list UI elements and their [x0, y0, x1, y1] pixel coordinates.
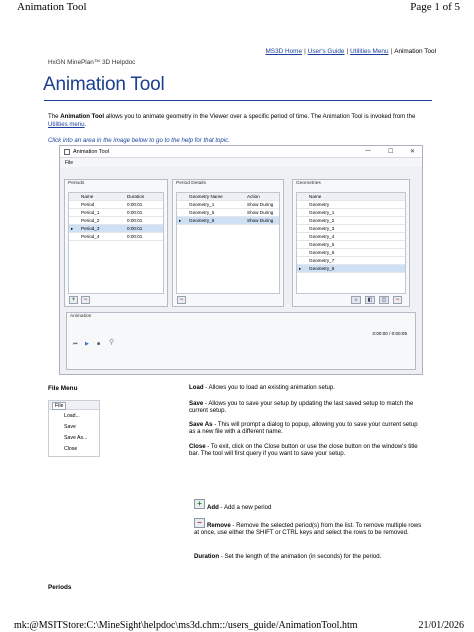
animation-header: Animation	[70, 314, 92, 319]
geometry-name: Geometry_5	[189, 210, 215, 215]
period-duration[interactable]: 0:00:01	[127, 226, 143, 231]
helpdoc-label: HxGN MinePlan™ 3D Helpdoc	[48, 59, 136, 66]
list-item[interactable]	[297, 241, 405, 249]
print-header	[0, 0, 474, 14]
menu-item-close[interactable]: Close	[64, 446, 78, 452]
play-button[interactable]: ▶	[85, 341, 89, 347]
remove-text: - Remove the selected period(s) from the list. To remove multiple rows at once, use either the SHIFT or CTRL keys and select the rows to be removed.	[194, 522, 422, 537]
geometry-item: Geometry_6	[309, 250, 335, 255]
geometry-action[interactable]: Show During	[247, 210, 274, 215]
column-header-name: Name	[81, 194, 94, 199]
periods-grid-header	[69, 193, 163, 201]
close-button[interactable]: ✕	[410, 149, 416, 155]
menu-item-save-as[interactable]: Save As...	[64, 435, 88, 441]
load-description	[189, 384, 421, 391]
file-menu-screenshot	[48, 400, 100, 457]
duration-term: Duration	[194, 553, 220, 560]
table-row-selected[interactable]	[177, 217, 279, 225]
geometry-action[interactable]: Show During	[247, 202, 274, 207]
intro-text: .	[84, 120, 87, 128]
periods-panel-header: Periods	[68, 181, 85, 186]
animation-panel	[66, 312, 416, 370]
geometry-item: Geometry_8	[309, 266, 335, 271]
duration-text: - Set the length of the animation (in seconds) for the period.	[219, 553, 382, 560]
maximize-button[interactable]: ☐	[388, 149, 394, 155]
table-row[interactable]	[69, 201, 163, 209]
window-menubar	[60, 158, 422, 167]
load-term: Load	[189, 384, 204, 391]
period-details-header: Period Details	[176, 181, 206, 186]
period-duration[interactable]: 0:00:01	[127, 210, 143, 215]
list-item[interactable]	[297, 225, 405, 233]
print-footer	[0, 618, 474, 632]
geometry-name: Geometry_8	[189, 218, 215, 223]
column-header-name: Name	[309, 194, 322, 199]
window-titlebar	[60, 146, 422, 158]
filter-geometry-button[interactable]: ⌕	[351, 296, 361, 304]
file-menu-item[interactable]: File	[65, 160, 74, 166]
close-description	[189, 443, 421, 458]
add-term: Add	[207, 504, 219, 511]
file-menu-tab	[49, 401, 99, 410]
file-menu-heading: File Menu	[48, 385, 78, 392]
period-name: Period_1	[81, 210, 100, 215]
save-as-text: - This will prompt a dialog to popup, allowing you to save your current setup as a new file with a different name.	[189, 421, 418, 436]
load-text: - Allows you to load an existing animation setup.	[203, 384, 335, 391]
table-row[interactable]	[69, 217, 163, 225]
geometries-header: Geometries	[296, 181, 321, 186]
geometry-item: Geometry_3	[309, 226, 335, 231]
list-item[interactable]	[297, 257, 405, 265]
file-tab-label[interactable]: File	[52, 402, 66, 410]
geometries-grid-header	[297, 193, 405, 201]
period-name: Period_4	[81, 234, 100, 239]
table-row[interactable]	[69, 209, 163, 217]
geometry-name: Geometry_1	[189, 202, 215, 207]
menu-item-load[interactable]: Load...	[64, 413, 80, 419]
periods-panel	[64, 179, 168, 307]
table-row[interactable]	[177, 201, 279, 209]
period-details-grid[interactable]	[176, 192, 280, 294]
remove-icon: −	[194, 518, 205, 528]
periods-grid[interactable]	[68, 192, 164, 294]
breadcrumb-separator: |	[304, 48, 306, 55]
list-item-selected[interactable]	[297, 265, 405, 273]
pick-geometry-button[interactable]: ◧	[365, 296, 375, 304]
timeline-slider-handle[interactable]: ⚲	[109, 339, 115, 346]
breadcrumb-current: Animation Tool	[394, 48, 436, 55]
list-item[interactable]	[297, 201, 405, 209]
close-term: Close	[189, 443, 206, 450]
geometries-grid[interactable]	[296, 192, 406, 294]
periods-heading: Periods	[48, 584, 72, 591]
click-note: Click into an area in the image below to go to the help for that topic.	[48, 137, 230, 144]
list-item[interactable]	[297, 217, 405, 225]
row-pointer-icon: ▸	[299, 266, 302, 271]
row-pointer-icon: ▸	[179, 218, 182, 223]
breadcrumb-ms3d-home[interactable]: MS3D Home	[265, 48, 303, 55]
column-header-action: Action	[247, 194, 260, 199]
geometry-item: Geometry_4	[309, 234, 335, 239]
list-item[interactable]	[297, 209, 405, 217]
save-as-term: Save As	[189, 421, 213, 428]
menu-item-save[interactable]: Save	[64, 424, 76, 430]
page-title: Animation Tool	[43, 74, 165, 95]
select-geometry-button[interactable]: ◫	[379, 296, 389, 304]
period-name: Period_3	[81, 226, 100, 231]
intro-paragraph	[48, 113, 434, 128]
remove-geometry-button[interactable]: −	[177, 296, 186, 304]
list-item[interactable]	[297, 233, 405, 241]
add-period-button[interactable]: +	[69, 296, 78, 304]
intro-bold: Animation Tool	[60, 113, 105, 120]
period-duration[interactable]: 0:00:01	[127, 234, 143, 239]
geometry-item: Geometry_7	[309, 258, 335, 263]
add-icon: +	[194, 499, 205, 509]
print-footer-url: mk:@MSITStore:C:\MineSight\helpdoc\ms3d.chm::/users_guide/AnimationTool.htm	[14, 620, 358, 631]
intro-text: The	[48, 113, 61, 120]
period-duration[interactable]: 0:00:01	[127, 202, 143, 207]
breadcrumb-users-guide[interactable]: User's Guide	[307, 48, 345, 55]
row-pointer-icon: ▸	[71, 226, 74, 231]
breadcrumb-utilities-menu[interactable]: Utilities Menu	[350, 48, 389, 55]
save-text: - Allows you to save your setup by updating the last saved setup to match the current setup.	[189, 400, 414, 415]
table-row[interactable]	[69, 233, 163, 241]
minimize-button[interactable]: —	[365, 148, 371, 154]
geometry-item: Geometry	[309, 202, 330, 207]
remove-geometries-button[interactable]: −	[393, 296, 402, 304]
close-text: - To exit, click on the Close button or use the close button on the window's title bar. The tool will first query if you want to save your setup.	[189, 443, 418, 458]
period-duration[interactable]: 0:00:01	[127, 218, 143, 223]
duration-description	[194, 553, 422, 560]
column-header-duration: Duration	[127, 194, 145, 199]
geometry-item: Geometry_2	[309, 218, 335, 223]
print-header-title: Animation Tool	[17, 1, 87, 13]
table-row[interactable]	[177, 209, 279, 217]
period-name: Period_2	[81, 218, 100, 223]
remove-period-button[interactable]: −	[81, 296, 90, 304]
title-divider	[44, 100, 432, 101]
save-description	[189, 400, 421, 415]
intro-text: allows you to animate geometry in the Viewer over a specific period of time. The Animation Tool is invoked from the	[104, 113, 416, 120]
remove-term: Remove	[207, 522, 231, 529]
print-footer-date: 21/01/2026	[418, 620, 464, 631]
geometries-panel	[292, 179, 410, 307]
save-as-description	[189, 421, 421, 436]
breadcrumb-separator: |	[346, 48, 349, 55]
animation-tool-window[interactable]	[59, 145, 423, 375]
app-icon	[64, 149, 70, 155]
utilities-menu-link[interactable]: Utilities menu	[48, 120, 85, 128]
breadcrumb	[265, 48, 436, 55]
animation-time-readout: 0:00:00 / 0:00:05	[372, 331, 407, 336]
save-term: Save	[189, 400, 204, 407]
remove-description	[194, 522, 422, 537]
rewind-button[interactable]: ⏮	[73, 341, 78, 347]
geometry-item: Geometry_5	[309, 242, 335, 247]
column-header-geometry-name: Geometry Name	[189, 194, 223, 199]
print-header-page: Page 1 of 5	[410, 1, 460, 13]
window-title: Animation Tool	[73, 149, 109, 155]
add-description	[207, 504, 421, 511]
breadcrumb-separator: |	[390, 48, 393, 55]
table-row-selected[interactable]	[69, 225, 163, 233]
period-name: Period	[81, 202, 95, 207]
geometry-item: Geometry_1	[309, 210, 335, 215]
geometry-action[interactable]: Show During	[247, 218, 274, 223]
add-text: - Add a new period	[218, 504, 272, 511]
period-details-grid-header	[177, 193, 279, 201]
period-details-panel	[172, 179, 284, 307]
stop-button[interactable]: ■	[97, 341, 101, 347]
list-item[interactable]	[297, 249, 405, 257]
